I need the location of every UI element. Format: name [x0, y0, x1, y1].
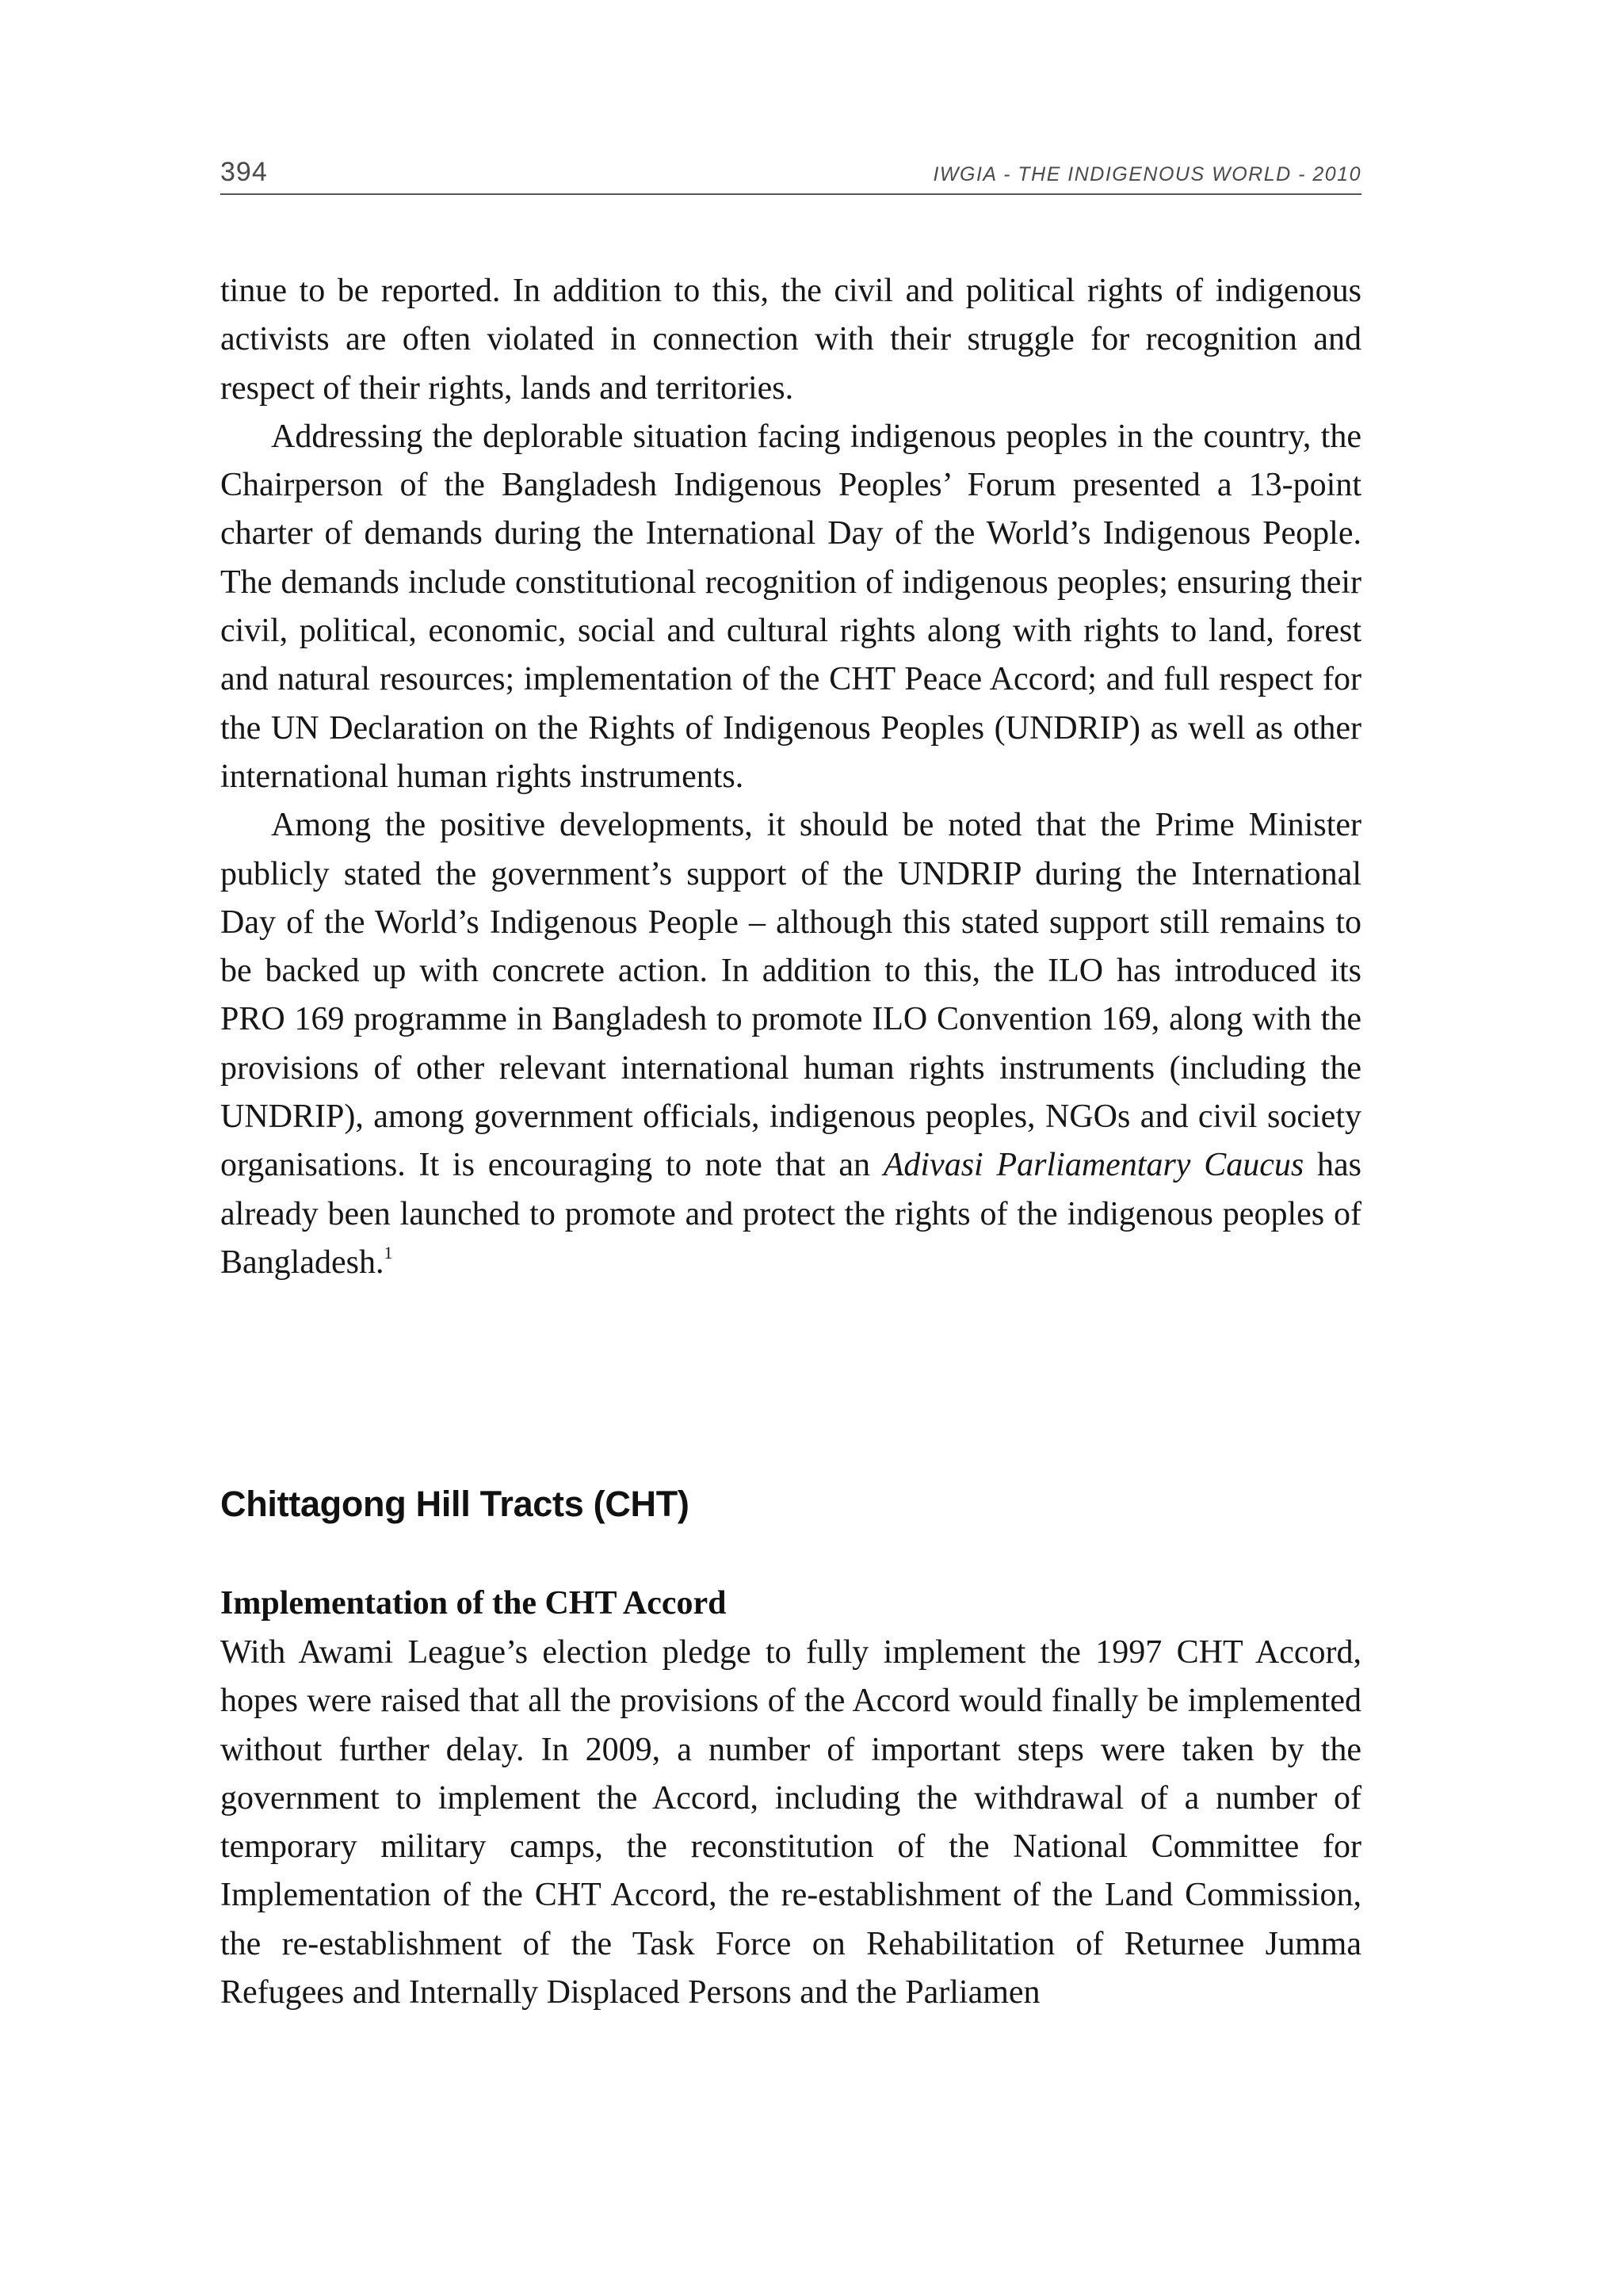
section-heading: Chittagong Hill Tracts (CHT)	[220, 1484, 689, 1524]
paragraph-text: has already been launched to promote and protect the rights of the indigenous peoples of Bangladesh.	[220, 1147, 1361, 1281]
paragraph-cht-accord: With Awami League’s election pledge to fully implement the 1997 CHT Accord, hopes were raised that all the provisions of the Accord would finally be implemented without further delay. In 2009, a number of important steps were taken by the government to implement the Accord, including the withdrawal of a number of temporary military camps, the reconstitution of the National Committee for Implementation of the CHT Accord, the re-establishment of the Land Commission, the re-establishment of the Task Force on Rehabilitation of Returnee Jumma Refugees and Internally Displaced Persons and the Parliamen	[220, 1634, 1361, 2011]
paragraph-charter-of-demands: Addressing the deplorable situation facing indigenous peoples in the country, the Chairperson of the Bangladesh Indigenous Peoples’ Forum presented a 13-point charter of demands during the International Day of the World’s Indigenous People. The demands include constitutional recognition of indigenous peoples; ensuring their civil, political, economic, social and cultural rights along with rights to land, forest and natural resources; implementation of the CHT Peace Accord; and full respect for the UN Declaration on the Rights of Indigenous Peoples (UNDRIP) as well as other international human rights instruments.	[220, 418, 1361, 795]
subsection-heading: Implementation of the CHT Accord	[220, 1585, 727, 1622]
running-title: IWGIA - THE INDIGENOUS WORLD - 2010	[933, 163, 1361, 185]
running-header	[220, 154, 1361, 195]
paragraph-continuation: tinue to be reported. In addition to this, the civil and political rights of indigenous activists are often violated in connection with their struggle for recognition and respect of their rights, lands and territories.	[220, 273, 1361, 407]
italic-term: Adivasi Parliamentary Caucus	[883, 1147, 1304, 1184]
paragraph-text: Among the positive developments, it should be noted that the Prime Minister publicly stated the government’s support of the UNDRIP during the International Day of the World’s Indigenous People – although this stated support still remains to be backed up with concrete action. In addition to this, the ILO has introduced its PRO 169 programme in Bangladesh to promote ILO Convention 169, along with the provisions of other relevant international human rights instruments (including the UNDRIP), among government officials, indigenous peoples, NGOs and civil society organisations. It is encouraging to note that an	[220, 807, 1361, 1184]
body-text-block	[220, 267, 1361, 1287]
paragraph-positive-developments	[220, 801, 1361, 1287]
footnote-reference[interactable]: 1	[384, 1242, 393, 1263]
page-number: 394	[220, 157, 268, 187]
body-text-block	[220, 1629, 1361, 2017]
